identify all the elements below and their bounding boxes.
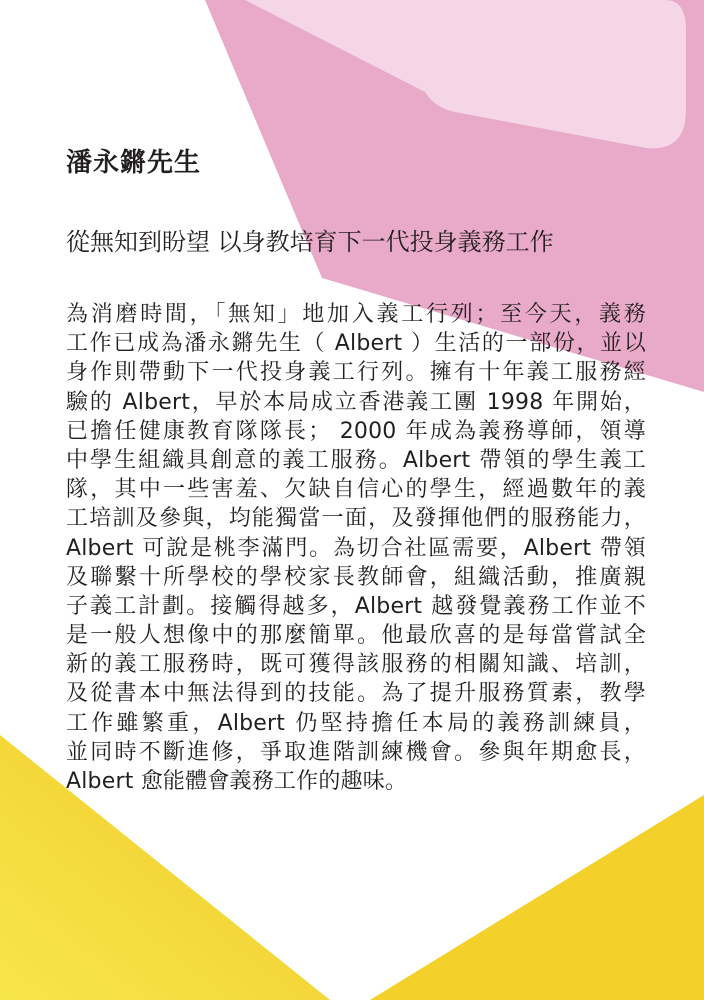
body-line: 中學生組織具創意的義工服務。Albert 帶領的學生義工 xyxy=(66,447,646,473)
body-line: Albert 可說是桃李滿門。為切合社區需要，Albert 帶領 xyxy=(66,535,646,561)
body-line: 工培訓及參與，均能獨當一面，及發揮他們的服務能力， xyxy=(66,506,646,532)
body-line: 是一般人想像中的那麼簡單。他最欣喜的是每當嘗試全 xyxy=(66,623,646,649)
body-paragraph xyxy=(66,300,646,796)
body-line: 並同時不斷進修，爭取進階訓練機會。參與年期愈長， xyxy=(66,739,646,765)
body-line: 隊，其中一些害羞、欠缺自信心的學生，經過數年的義 xyxy=(66,477,646,503)
body-line: 子義工計劃。接觸得越多，Albert 越發覺義務工作並不 xyxy=(66,593,646,619)
body-line: 身作則帶動下一代投身義工行列。擁有十年義工服務經 xyxy=(66,360,646,386)
body-line: 工作已成為潘永鏘先生（ Albert ）生活的一部份，並以 xyxy=(66,331,646,357)
body-line: 及聯繫十所學校的學校家長教師會，組織活動，推廣親 xyxy=(66,564,646,590)
yellow-shape-right xyxy=(370,795,704,1000)
body-line: Albert 愈能體會義務工作的趣味。 xyxy=(66,769,408,794)
body-line: 及從書本中無法得到的技能。為了提升服務質素，教學 xyxy=(66,681,646,707)
body-line: 驗的 Albert，早於本局成立香港義工團 1998 年開始， xyxy=(66,389,646,415)
body-line: 為消磨時間，「無知」地加入義工行列；至今天，義務 xyxy=(66,302,646,327)
body-line: 新的義工服務時，既可獲得該服務的相關知識、培訓， xyxy=(66,652,646,678)
body-line: 工作雖繁重，Albert 仍堅持擔任本局的義務訓練員， xyxy=(66,710,646,736)
body-line: 已擔任健康教育隊隊長； 2000 年成為義務導師，領導 xyxy=(66,418,646,444)
person-name: 潘永鏘先生 xyxy=(66,148,202,178)
subtitle: 從無知到盼望 以身教培育下一代投身義務工作 xyxy=(66,228,554,256)
